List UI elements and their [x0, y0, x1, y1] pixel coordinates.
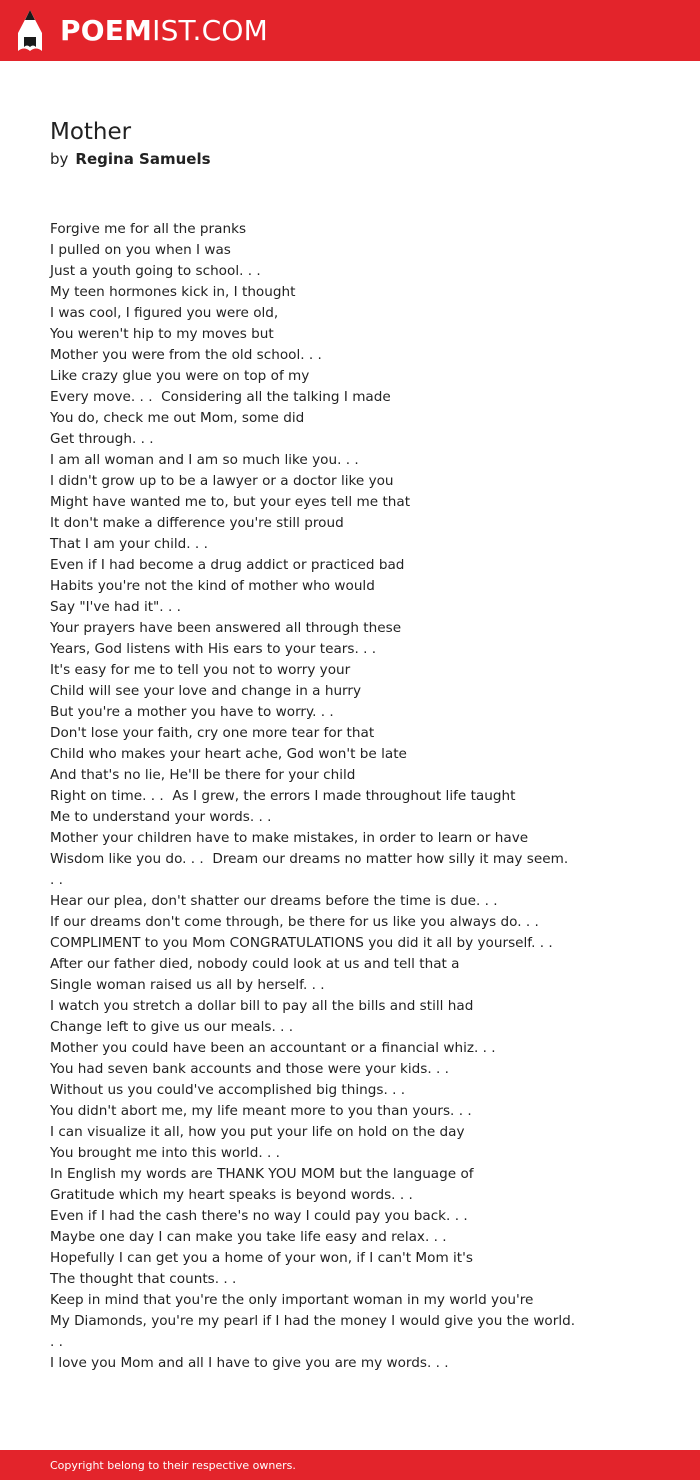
poem-line: Hear our plea, don't shatter our dreams before the time is due. . .: [50, 893, 498, 909]
poem-line: Don't lose your faith, cry one more tear for that: [50, 725, 375, 741]
poem-line: You weren't hip to my moves but: [50, 326, 274, 342]
poem-line: COMPLIMENT to you Mom CONGRATULATIONS you did it all by yourself. . .: [50, 935, 553, 951]
poem-line: Every move. . . Considering all the talking I made: [50, 389, 391, 405]
poem-line: Me to understand your words. . .: [50, 809, 272, 825]
poem-line: Child who makes your heart ache, God won't be late: [50, 746, 407, 762]
poem-line: You didn't abort me, my life meant more to you than yours. . .: [50, 1103, 472, 1119]
poem-line: Forgive me for all the pranks: [50, 221, 247, 237]
site-footer: [0, 1450, 700, 1480]
poem-line: . .: [50, 872, 63, 888]
logo-text: [60, 9, 268, 53]
poem-line: Change left to give us our meals. . .: [50, 1019, 294, 1035]
poem-line: Single woman raised us all by herself. . .: [50, 977, 325, 993]
poem-line: My teen hormones kick in, I thought: [50, 284, 296, 300]
poem-line: Maybe one day I can make you take life easy and relax. . .: [50, 1229, 447, 1245]
poem-line: My Diamonds, you're my pearl if I had the money I would give you the world.: [50, 1313, 576, 1329]
poem-line: Your prayers have been answered all through these: [50, 620, 402, 636]
poem-line: Hopefully I can get you a home of your won, if I can't Mom it's: [50, 1250, 473, 1266]
pencil-icon: [16, 9, 44, 53]
author-link[interactable]: Regina Samuels: [75, 150, 211, 168]
byline: [50, 148, 211, 170]
poem-line: After our father died, nobody could look at us and tell that a: [50, 956, 460, 972]
poem-line: Without us you could've accomplished big things. . .: [50, 1082, 406, 1098]
logo-text-light: IST.COM: [152, 14, 268, 47]
poem-line: Mother you were from the old school. . .: [50, 347, 322, 363]
poem-line: I didn't grow up to be a lawyer or a doctor like you: [50, 473, 394, 489]
poem-line: Wisdom like you do. . . Dream our dreams no matter how silly it may seem.: [50, 851, 569, 867]
poem-line: I was cool, I figured you were old,: [50, 305, 279, 321]
poem-line: Might have wanted me to, but your eyes tell me that: [50, 494, 411, 510]
poem-line: Keep in mind that you're the only important woman in my world you're: [50, 1292, 534, 1308]
by-label: by: [50, 150, 69, 168]
poem-line: That I am your child. . .: [50, 536, 208, 552]
poem-line: Child will see your love and change in a hurry: [50, 683, 362, 699]
poem-line: But you're a mother you have to worry. . .: [50, 704, 334, 720]
poem-body: [50, 219, 630, 1374]
poem-line: I love you Mom and all I have to give you are my words. . .: [50, 1355, 449, 1371]
poem-line: If our dreams don't come through, be there for us like you always do. . .: [50, 914, 539, 930]
copyright-text: Copyright belong to their respective owners.: [50, 1459, 296, 1472]
poem-line: Habits you're not the kind of mother who would: [50, 578, 375, 594]
poem-line: I pulled on you when I was: [50, 242, 231, 258]
poem-line: You had seven bank accounts and those were your kids. . .: [50, 1061, 449, 1077]
poem-line: Even if I had become a drug addict or practiced bad: [50, 557, 405, 573]
poem-line: The thought that counts. . .: [50, 1271, 237, 1287]
poem-line: Years, God listens with His ears to your tears. . .: [50, 641, 377, 657]
poem-line: Right on time. . . As I grew, the errors I made throughout life taught: [50, 788, 516, 804]
poem-line: Like crazy glue you were on top of my: [50, 368, 310, 384]
site-header: [0, 0, 700, 61]
poem-line: It don't make a difference you're still proud: [50, 515, 344, 531]
poem-line: In English my words are THANK YOU MOM but the language of: [50, 1166, 474, 1182]
poem-line: I watch you stretch a dollar bill to pay all the bills and still had: [50, 998, 474, 1014]
poem-line: You do, check me out Mom, some did: [50, 410, 305, 426]
poem-line: Mother you could have been an accountant or a financial whiz. . .: [50, 1040, 496, 1056]
poem-line: And that's no lie, He'll be there for your child: [50, 767, 356, 783]
poem-line: Get through. . .: [50, 431, 154, 447]
poem-line: . .: [50, 1334, 63, 1350]
poem-line: Gratitude which my heart speaks is beyond words. . .: [50, 1187, 413, 1203]
poem-title: Mother: [50, 119, 132, 145]
site-logo[interactable]: [16, 9, 268, 53]
poem-line: Say "I've had it". . .: [50, 599, 181, 615]
poem-line: You brought me into this world. . .: [50, 1145, 280, 1161]
poem-line: Even if I had the cash there's no way I could pay you back. . .: [50, 1208, 468, 1224]
poem-line: I am all woman and I am so much like you. . .: [50, 452, 359, 468]
poem-line: Just a youth going to school. . .: [50, 263, 261, 279]
poem-line: Mother your children have to make mistakes, in order to learn or have: [50, 830, 529, 846]
poem-line: I can visualize it all, how you put your life on hold on the day: [50, 1124, 465, 1140]
poem-line: It's easy for me to tell you not to worry your: [50, 662, 351, 678]
logo-text-bold: POEM: [60, 14, 153, 47]
